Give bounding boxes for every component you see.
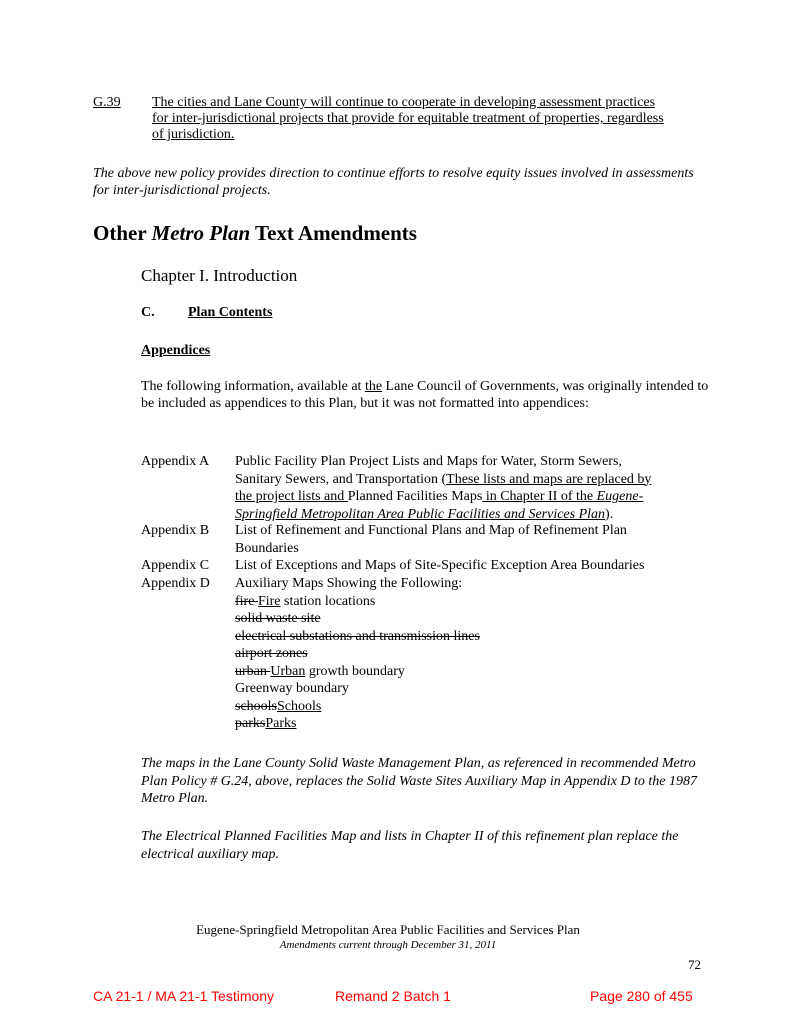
appendix-d-desc (235, 575, 707, 733)
appendix-d-label: Appendix D (141, 576, 210, 591)
map-item-urban: urban Urban growth boundary (235, 663, 405, 679)
section-title: Plan Contents (188, 305, 273, 320)
section-heading (93, 221, 417, 246)
appendices-intro (141, 378, 711, 412)
appendix-b-line-1: List of Refinement and Functional Plans and Map of Refinement Plan (235, 523, 627, 538)
map-item-parks: parksParks (235, 716, 297, 731)
stamp-batch: Remand 2 Batch 1 (335, 988, 451, 1004)
appendix-c-line-1: List of Exceptions and Maps of Site-Specific Exception Area Boundaries (235, 558, 645, 573)
heading-italic: Metro Plan (151, 221, 251, 245)
appendix-b-line-2: Boundaries (235, 540, 299, 556)
footer-title: Eugene-Springfield Metropolitan Area Public Facilities and Services Plan (196, 922, 580, 937)
appendix-a-desc (235, 453, 707, 523)
stamp-testimony: CA 21-1 / MA 21-1 Testimony (93, 988, 275, 1004)
footer-subtitle: Amendments current through December 31, 2011 (279, 939, 497, 951)
appendix-a-line-3: the project lists and Planned Facilities Maps in Chapter II of the Eugene- (235, 489, 644, 504)
stamp-page-count: Page 280 of 455 (590, 988, 693, 1004)
intro-text-a: The following information, available at (141, 379, 365, 394)
solid-waste-note: The maps in the Lane County Solid Waste Management Plan, as referenced in recommended Metro Plan Policy # G.24, above, replaces the Solid Waste Sites Auxiliary Map in Appendix D to the 1987 Metro Plan. (141, 756, 698, 806)
page-number: 72 (688, 957, 701, 972)
policy-note: The above new policy provides direction to continue efforts to resolve equity issues involved in assessments for inter-jurisdictional projects. (93, 166, 694, 198)
appendix-b-label: Appendix B (141, 523, 210, 538)
policy-text: The cities and Lane County will continue to cooperate in developing assessment practices for inter-jurisdictional projects that provide for equitable treatment of properties, regardless of jurisdiction. (152, 95, 664, 142)
map-item-fire: fire Fire station locations (235, 593, 376, 609)
appendix-a-line-1: Public Facility Plan Project Lists and Maps for Water, Storm Sewers, (235, 454, 622, 469)
appendices-heading: Appendices (141, 343, 211, 358)
map-item-airport: airport zones (235, 646, 308, 661)
appendix-a-line-2: Sanitary Sewers, and Transportation (These lists and maps are replaced by (235, 471, 652, 487)
map-item-solid-waste: solid waste site (235, 611, 321, 626)
map-item-schools: schoolsSchools (235, 698, 322, 714)
policy-number: G.39 (93, 95, 121, 110)
map-item-electrical: electrical substations and transmission lines (235, 628, 480, 644)
heading-pre: Other (93, 221, 152, 245)
appendix-a-line-4: Springfield Metropolitan Area Public Facilities and Services Plan). (235, 506, 614, 522)
chapter-title: Chapter I. Introduction (141, 266, 298, 285)
appendix-d-line-1: Auxiliary Maps Showing the Following: (235, 576, 463, 591)
heading-post: Text Amendments (250, 221, 417, 245)
map-item-greenway: Greenway boundary (235, 681, 349, 696)
appendix-b-desc (235, 522, 707, 557)
electrical-note: The Electrical Planned Facilities Map and lists in Chapter II of this refinement plan replace the electrical auxiliary map. (141, 829, 679, 862)
appendix-a-label: Appendix A (141, 454, 210, 469)
section-letter: C. (141, 305, 155, 320)
appendix-c-desc (235, 557, 707, 575)
intro-insert-the: the (364, 379, 383, 394)
appendix-c-label: Appendix C (141, 558, 210, 573)
intro-text-c: Lane Council of Governments, was originally intended to be included as appendices to this Plan, but it was not formatted into appendices: (141, 379, 709, 411)
